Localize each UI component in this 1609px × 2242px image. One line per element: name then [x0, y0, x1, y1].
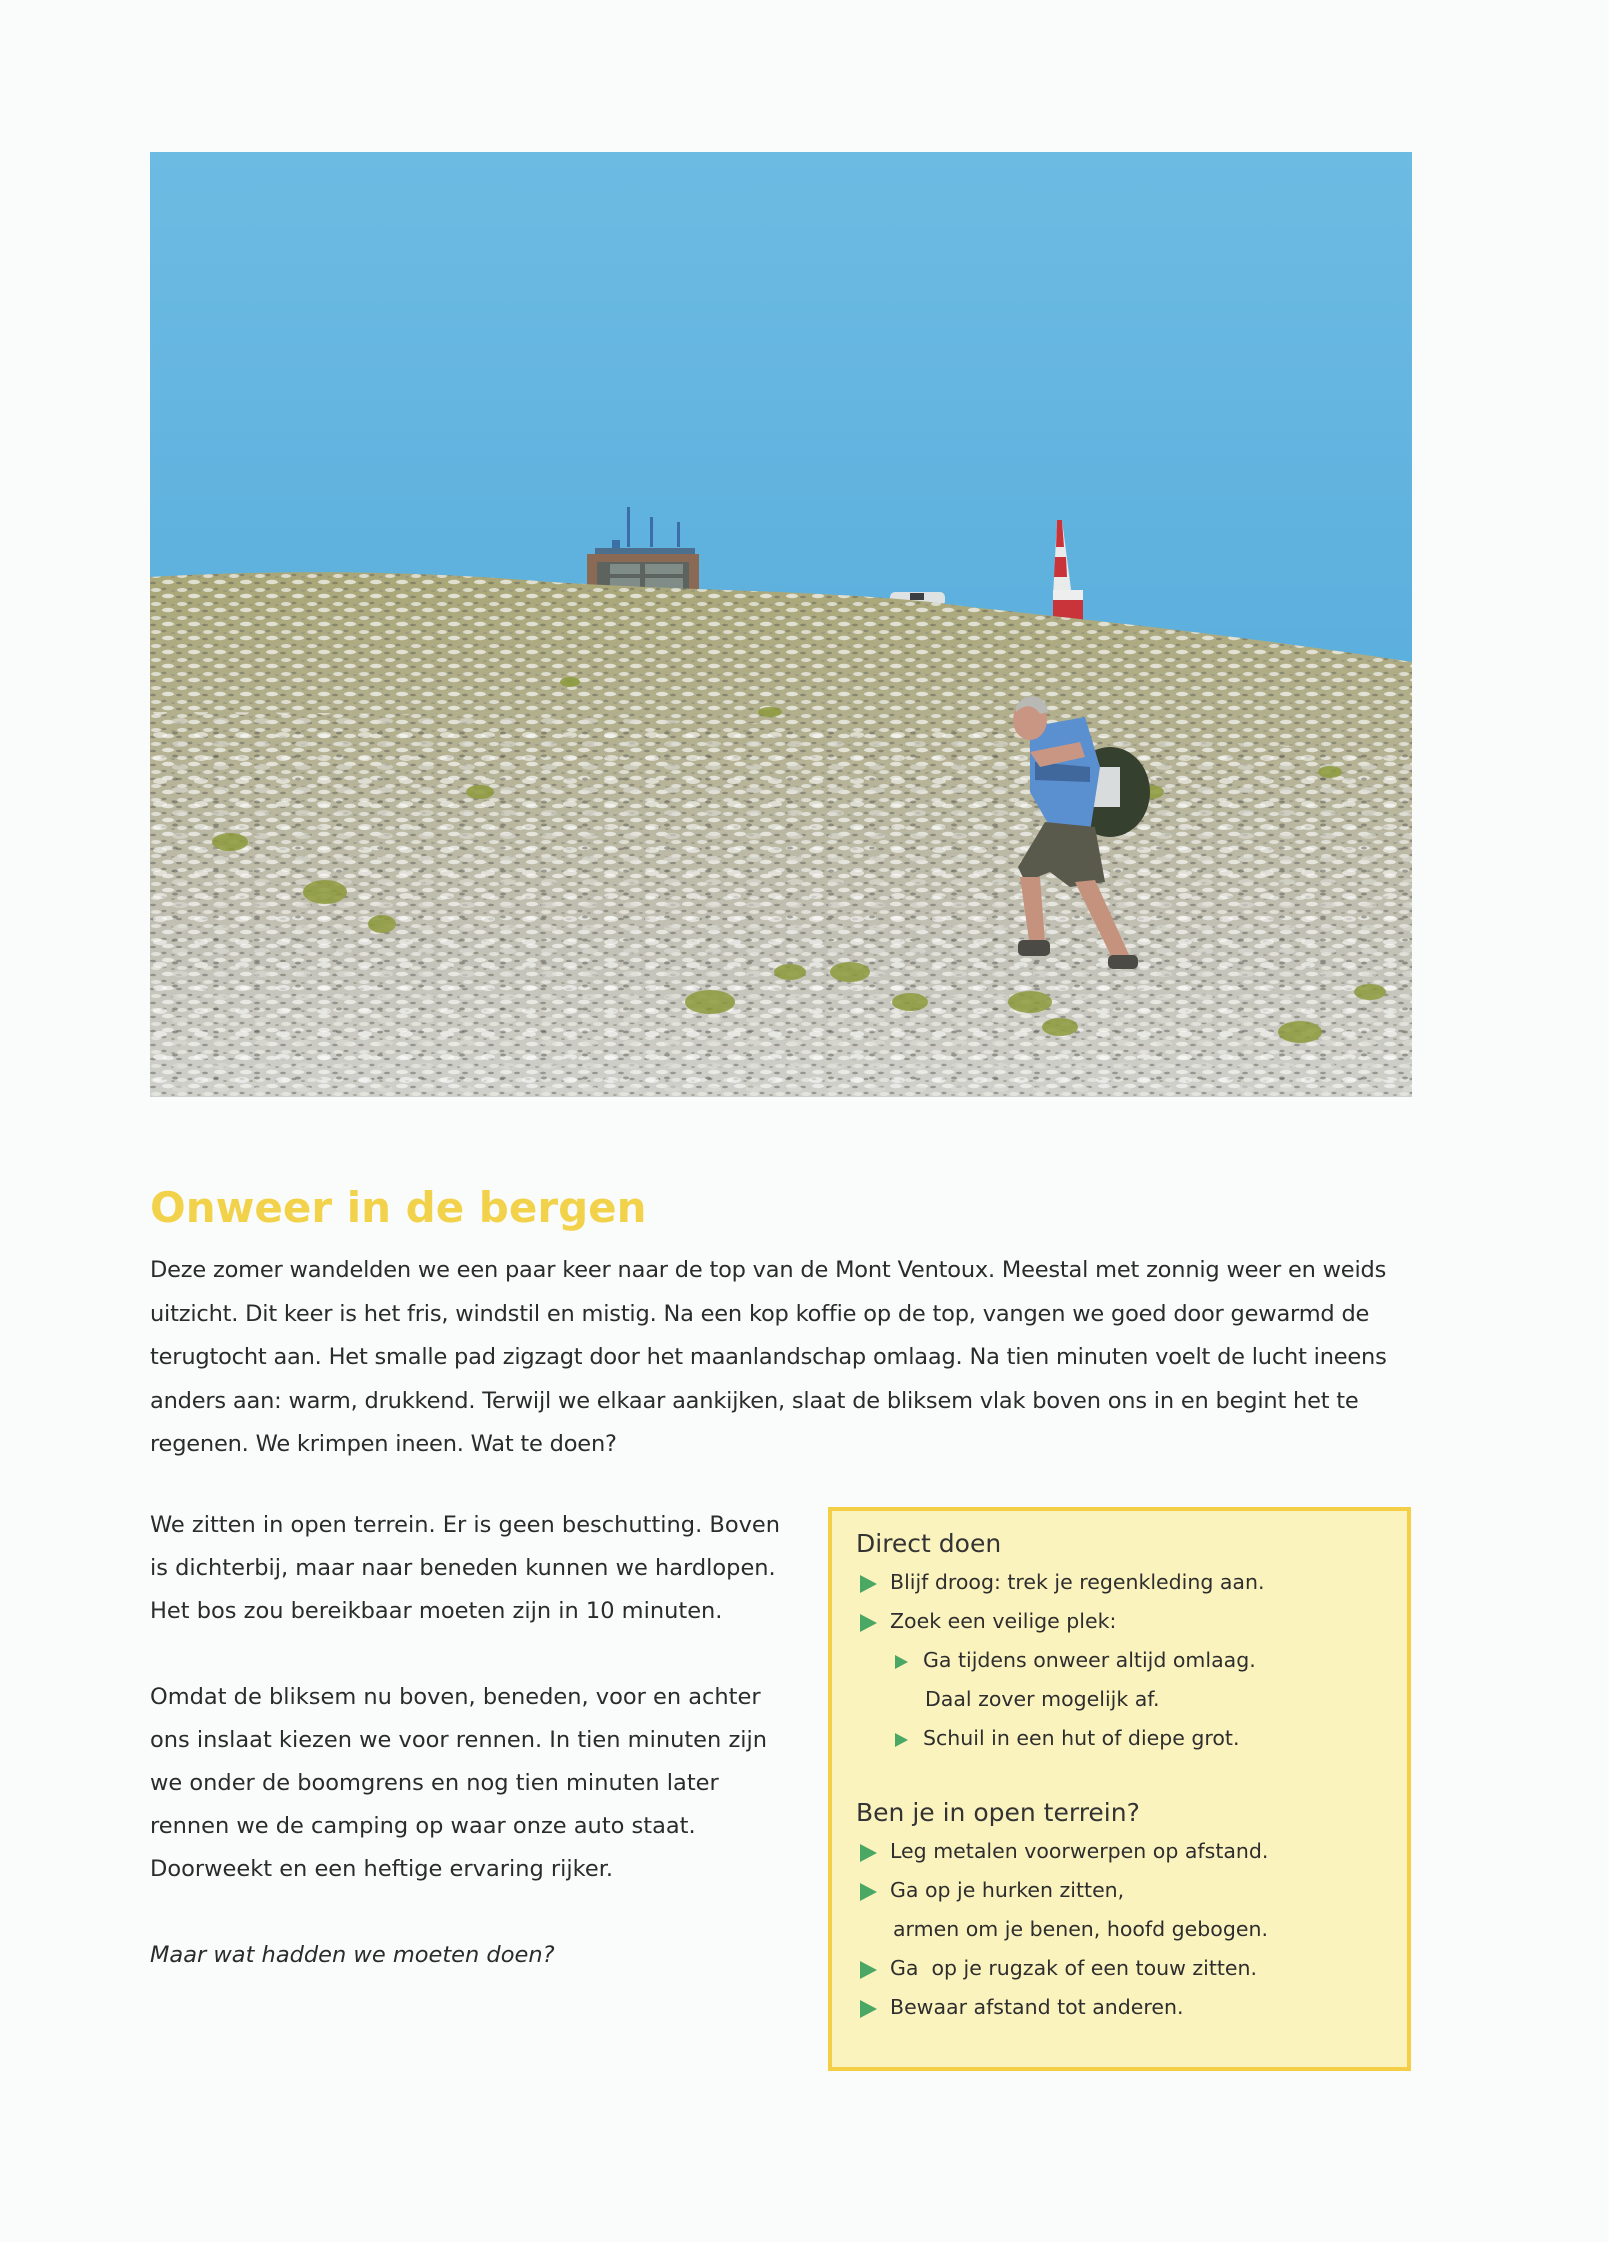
article-title: Onweer in de bergen: [150, 1183, 647, 1232]
story-paragraph-3: Doorweekt en een heftige ervaring rijker.: [150, 1856, 614, 1882]
triangle-bullet-icon: [860, 1883, 877, 1901]
story-paragraph-2: Omdat de bliksem nu boven, beneden, voor en achter ons inslaat kiezen we voor rennen. In tien minuten zijn we onder de boomgrens en nog tien minuten later rennen we de camping op waar onze auto staat.: [150, 1684, 768, 1839]
triangle-bullet-icon: [860, 1614, 877, 1632]
triangle-bullet-icon: [860, 1575, 877, 1593]
triangle-bullet-icon: [895, 1733, 908, 1747]
story-paragraph-1: We zitten in open terrein. Er is geen beschutting. Boven is dichterbij, maar naar beneden kunnen we hardlopen. Het bos zou bereikbaar moeten zijn in 10 minuten.: [150, 1512, 781, 1624]
tip-item: Zoek een veilige plek:: [856, 1602, 1407, 1641]
tip-item: Bewaar afstand tot anderen.: [856, 1988, 1407, 2027]
tip-item: Ga op je rugzak of een touw zitten.: [856, 1949, 1407, 1988]
tips-list-direct: [856, 1563, 1407, 1758]
triangle-bullet-icon: [895, 1655, 908, 1669]
tip-subitem: Ga tijdens onweer altijd omlaag.: [856, 1641, 1407, 1680]
mountain-photo: [150, 152, 1412, 1097]
tip-item: Leg metalen voorwerpen op afstand.: [856, 1832, 1407, 1871]
triangle-bullet-icon: [860, 2000, 877, 2018]
triangle-bullet-icon: [860, 1961, 877, 1979]
tips-heading-direct: Direct doen: [856, 1529, 1002, 1558]
story-column: [150, 1504, 790, 1977]
tip-item: Blijf droog: trek je regenkleding aan.: [856, 1563, 1407, 1602]
story-question: Maar wat hadden we moeten doen?: [150, 1942, 555, 1968]
intro-paragraph: Deze zomer wandelden we een paar keer naar de top van de Mont Ventoux. Meestal met zonnig weer en weids uitzicht. Dit keer is het fris, windstil en mistig. Na een kop koffie op de top, vangen we goed door gewarmd de terugtocht aan. Het smalle pad zigzagt door het maanlandschap omlaag. Na tien minuten voelt de lucht ineens anders aan: warm, drukkend. Terwijl we elkaar aankijken, slaat de bliksem vlak boven ons in en begint het te regenen. We krimpen ineen. Wat te doen?: [150, 1257, 1387, 1457]
tip-subitem-continuation: Daal zover mogelijk af.: [925, 1687, 1160, 1711]
tip-subitem: Schuil in een hut of diepe grot.: [856, 1719, 1407, 1758]
tip-item-continuation: armen om je benen, hoofd gebogen.: [893, 1917, 1268, 1941]
tips-heading-open-terrain: Ben je in open terrein?: [856, 1798, 1140, 1827]
tip-item: Ga op je hurken zitten,: [856, 1871, 1407, 1910]
triangle-bullet-icon: [860, 1844, 877, 1862]
tips-list-open-terrain: [856, 1832, 1407, 2027]
safety-tips-box: [828, 1507, 1411, 2071]
